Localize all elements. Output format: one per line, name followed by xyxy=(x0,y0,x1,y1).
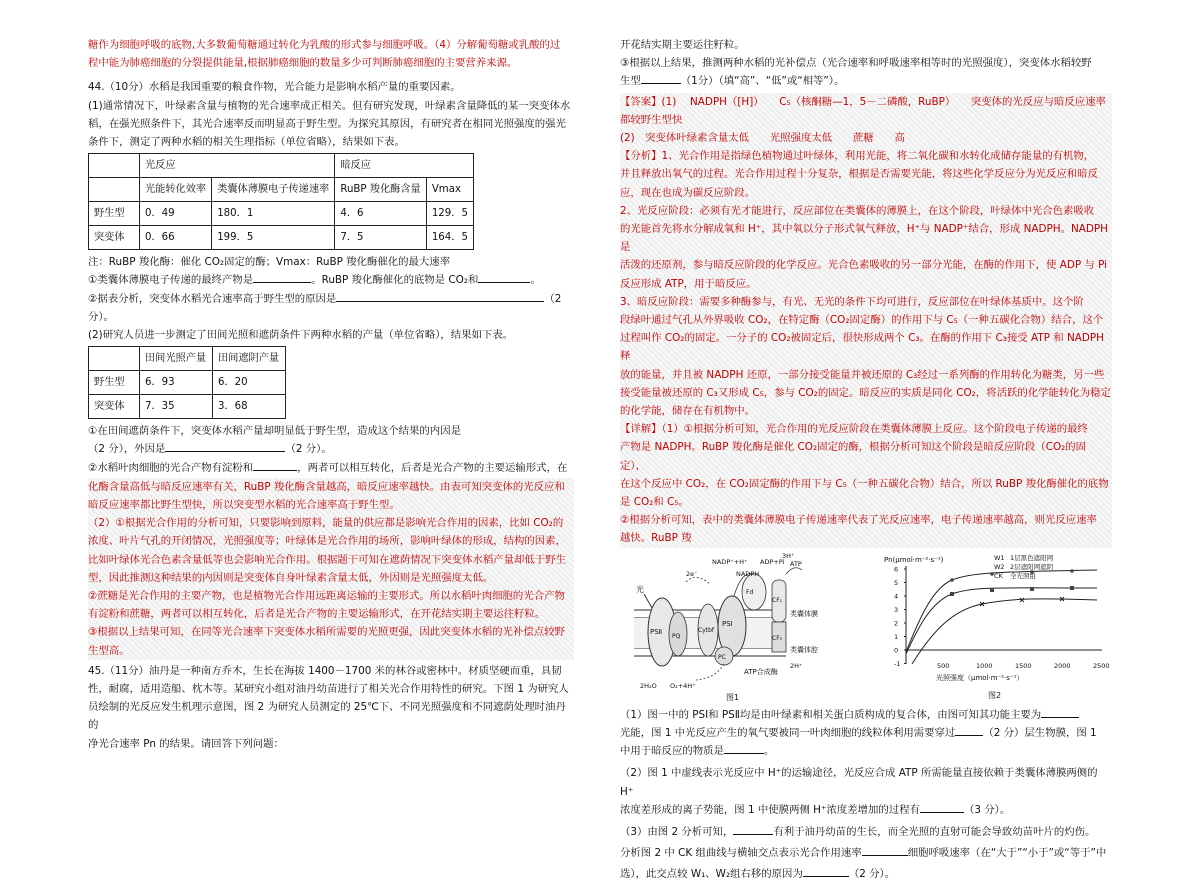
label-fd: Fd xyxy=(746,588,754,596)
table-cell: 7．35 xyxy=(140,395,213,419)
table-corner xyxy=(89,154,140,178)
label-oxygen: O₂+4H⁺ xyxy=(670,681,696,690)
right-column xyxy=(620,36,1112,884)
answer-blank[interactable] xyxy=(165,440,285,452)
answer-blank[interactable] xyxy=(336,290,544,302)
x-tick-label: 500 xyxy=(937,661,950,670)
q44-1-2: ②据表分析，突变体水稻光合速率高于野生型的原因是 （2 xyxy=(88,290,574,308)
answer-blank[interactable] xyxy=(920,801,964,813)
y-tick-label: 5 xyxy=(894,578,899,587)
q44-2-1-blanks: （2 分），外因是 （2 分）。 xyxy=(88,440,574,458)
q44-2-1: ①在田间遮荫条件下，突变体水稻产量却明显低于野生型，造成这个结果的内因是 xyxy=(88,425,461,438)
x-unit: 光照强度（μmol·m⁻²·s⁻¹） xyxy=(936,673,1024,682)
table-cell: 0．49 xyxy=(140,202,212,226)
table-row xyxy=(89,202,474,226)
q44-2-2: ②水稻叶肉细胞的光合产物有淀粉和 ，两者可以相互转化，后者是光合产物的主要运输形式，在 xyxy=(88,459,574,477)
x-tick-label: 1500 xyxy=(1015,661,1032,670)
table-cell: 7．5 xyxy=(335,226,426,250)
left-column xyxy=(88,36,574,753)
legend-w2: 2层遮阳网遮阴 xyxy=(1010,562,1054,571)
yield-table xyxy=(88,346,286,419)
q45-intro-1: 性，耐腐，适用造船、枕木等。某研究小组对油丹幼苗进行了相关光合作用特性的研究。下图 1 为研究人 xyxy=(88,683,569,696)
y-tick-label: 2 xyxy=(894,619,899,628)
label-adp: ADP+Pi xyxy=(760,557,785,566)
q45-3b: 分析图 2 中 CK 组曲线与横轴交点表示光合作用速率 细胞呼吸速率（在“大于”“小于”或“等于”中 xyxy=(620,844,1112,862)
table-row xyxy=(89,226,474,250)
label-ps1: PSⅠ xyxy=(722,619,733,628)
x-tick-label: 1000 xyxy=(976,661,993,670)
answer-blank[interactable] xyxy=(733,823,773,835)
q45-3c: 选），此交点较 W₁、W₂组右移的原因为 （2 分）。 xyxy=(620,865,1112,883)
table-cell: 3．68 xyxy=(213,395,286,419)
legend-ck-key: CK xyxy=(994,571,1003,580)
x-tick-label: 2500 xyxy=(1093,661,1110,670)
q44-1-1: ①类囊体薄膜电子传递的最终产物是 。RuBP 羧化酶催化的底物是 CO₂和 。 xyxy=(88,271,574,289)
legend-w1: 1层黑色遮阳网 xyxy=(1010,553,1054,562)
q45-title: 45.（11分）油丹是一种南方乔木，生长在海拔 1400－1700 米的林谷或密林中。材质坚硬而重，具韧 xyxy=(88,664,562,677)
label-ps2: PSⅡ xyxy=(650,627,663,636)
answer-blank[interactable] xyxy=(478,271,530,283)
row-label: 突变体 xyxy=(89,395,140,419)
y-tick-label: 3 xyxy=(894,605,899,614)
table-cell: 199．5 xyxy=(212,226,335,250)
label-atp: ATP xyxy=(790,559,802,568)
table-row xyxy=(89,371,286,395)
y-tick-label: 1 xyxy=(894,632,899,641)
physiology-table xyxy=(88,153,474,250)
q45-1c: 中用于暗反应的物质是 。 xyxy=(620,742,1112,760)
q44-intro-2: 稻，在强光照条件下，其光合速率反而明显高于野生型。为探究其原因，有研究者在相同光照强度的强光 xyxy=(88,117,566,130)
label-2h: 2H⁺ xyxy=(790,661,803,670)
group-light-reaction: 光反应 xyxy=(140,154,335,178)
answer-blank[interactable] xyxy=(253,459,297,471)
label-water: 2H₂O xyxy=(640,681,657,690)
label-cytbf: Cytbf xyxy=(698,626,715,634)
q45-intro-2: 员绘制的光反应发生机理示意图，图 2 为研究人员测定的 25℃下、不同光照强度和不同遮荫处理时油丹的 xyxy=(88,701,566,732)
answer-blank[interactable] xyxy=(1041,706,1079,718)
label-pq: PQ xyxy=(672,632,681,640)
top-answer-line-1: 糖作为细胞呼吸的底物,大多数葡萄糖通过转化为乳酸的形式参与细胞呼吸。（4）分解葡萄糖或乳酸的过 xyxy=(88,39,561,51)
q45-1a: （1）图一中的 PSⅠ和 PSⅡ均是由叶绿素和相关蛋白质构成的复合体，由图可知其功能主要为 xyxy=(620,706,1112,724)
light-reaction-diagram xyxy=(626,552,858,702)
answer-blank[interactable] xyxy=(641,72,681,84)
y-tick-label: 4 xyxy=(894,592,899,601)
legend-w1-key: W1 xyxy=(994,553,1005,562)
table-note: 注：RuBP 羧化酶：催化 CO₂固定的酶；Vmax：RuBP 羧化酶催化的最大速率 xyxy=(88,256,451,269)
q45-2b: 浓度差形成的离子势能，图 1 中使膜两侧 H⁺浓度差增加的过程有 （3 分）。 xyxy=(620,801,1112,819)
col-header: 田间遮阴产量 xyxy=(213,347,286,371)
label-3h: 3H⁺ xyxy=(782,551,795,560)
y-unit: Pn(μmol·m⁻²·s⁻¹) xyxy=(884,555,944,564)
col-header: 田间光照产量 xyxy=(140,347,213,371)
q45-intro-3: 净光合速率 Pn 的结果。请回答下列问题： xyxy=(88,737,284,750)
y-tick-label: -1 xyxy=(894,659,901,668)
label-nadp: NADP⁺+H⁺ xyxy=(712,557,748,566)
label-atp-synthase: ATP合成酶 xyxy=(744,667,778,676)
legend-ck: 全光照组 xyxy=(1010,571,1036,580)
q44-title: 44.（10分）水稻是我国重要的粮食作物，光合能力是影响水稻产量的重要因素。 xyxy=(88,81,461,94)
answer-blank[interactable] xyxy=(724,742,764,754)
label-nadph: NADPH xyxy=(736,569,760,578)
table-cell: 0．66 xyxy=(140,226,212,250)
table-cell: 6．93 xyxy=(140,371,213,395)
label-2e: 2e⁻ xyxy=(686,569,698,578)
q44-2-intro: (2)研究人员进一步测定了田间光照和遮荫条件下两种水稻的产量（单位省略），结果如下表。 xyxy=(88,329,514,342)
fig1-caption: 图1 xyxy=(726,692,740,702)
x-tick-label: 2000 xyxy=(1054,661,1071,670)
answer-blank[interactable] xyxy=(862,844,908,856)
y-tick-label: 6 xyxy=(894,565,899,574)
label-lumen: 类囊体腔 xyxy=(790,645,818,654)
q45-1b: 光能，图 1 中光反应产生的氧气要被同一叶肉细胞的线粒体利用需要穿过 （2 分）层生物膜，图 1 xyxy=(620,724,1112,742)
col-header: Vmax xyxy=(426,178,473,202)
label-membrane: 类囊体膜 xyxy=(790,609,818,618)
table-cell: 6．20 xyxy=(213,371,286,395)
table-cell: 4．6 xyxy=(335,202,426,226)
table-row xyxy=(89,395,286,419)
q44-1-2-score: 分）。 xyxy=(88,310,114,323)
answer-blank[interactable] xyxy=(253,271,311,283)
q45-3a: （3）由图 2 分析可知， 有利于油丹幼苗的生长，而全光照的直射可能会导致幼苗叶片的灼伤。 xyxy=(620,823,1112,841)
row-label: 野生型 xyxy=(89,202,140,226)
q44-intro-3: 条件下，测定了两种水稻的相关生理指标（单位省略），结果如下表。 xyxy=(88,136,405,149)
row-label: 野生型 xyxy=(89,371,140,395)
table-cell: 129．5 xyxy=(426,202,473,226)
row-label: 突变体 xyxy=(89,226,140,250)
label-pc: PC xyxy=(718,653,726,661)
figures-area xyxy=(620,552,1112,704)
top-line: 开花结实期主要运往籽粒。 xyxy=(620,39,745,51)
table-cell: 180．1 xyxy=(212,202,335,226)
label-light: 光 xyxy=(636,584,644,594)
fig2-caption: 图2 xyxy=(988,690,1002,700)
col-header: RuBP 羧化酶含量 xyxy=(335,178,426,202)
answer-blank[interactable] xyxy=(803,865,849,877)
q44-3-blank: 生型 （1分）（填“高”、“低”或“相等”）。 xyxy=(620,72,1112,90)
top-answer-line-2: 程中能为肺癌细胞的分裂提供能量,根据肺癌细胞的数量多少可判断肺癌细胞的主要营养来源。 xyxy=(88,57,518,70)
answer-analysis-block: 【答案】(1) NADPH（[H]） C₅（核酮糖—1，5－二磷酸，RuBP） 突变体的光反应与暗反应速率 都较野生型快 (2) 突变体叶绿素含量太低 光照强度太低 蔗糖 高 【分析】1、光合作用是指绿色植物通过叶绿体，利用光能，将二氧化碳和水转化成储存能量的有机物， 并且释放出氧气的过程。光合作用过程十分复杂，根据是否需要光能，将这些化学反应分为光反应和暗反 应，现在也成为碳反应阶段。 2、光反应阶段：必须有光才能进行，反应部位在类囊体的薄膜上，在这个阶段，叶绿体中光合色素吸收 的光能首先将水分解成氧和 H⁺，其中氧以分子形式氧气释放，H⁺与 NADP⁺结合，形成 NADPH。NADPH 是 活泼的还原剂，参与暗反应阶段的化学反应。光合色素吸收的另一部分光能，在酶的作用下，使 ADP 与 Pi 反应形成 ATP，用于暗反应。 3、暗反应阶段：需要多种酶参与，有光、无光的条件下均可进行，反应部位在叶绿体基质中。这个阶 段绿叶通过气孔从外界吸收 CO₂，在特定酶（CO₂固定酶）的作用下与 C₅（一种五碳化合物）结合，这个 过程叫作 CO₂的固定。一分子的 CO₂被固定后，很快形成两个 C₃。在酶的作用下 C₃接受 ATP 和 NADPH 释 放的能量，并且被 NADPH 还原，一部分接受能量并被还原的 C₃经过一系列酶的作用转化为糖类，另一些 接受能量被还原的 C₃又形成 C₅，参与 CO₂的固定。暗反应的实质是同化 CO₂，将活跃的化学能转化为稳定 的化学能，储存在有机物中。 【详解】（1）①根据分析可知，光合作用的光反应阶段在类囊体薄膜上反应。这个阶段电子传递的最终 产物是 NADPH。RuBP 羧化酶是催化 CO₂固定的酶，根据分析可知这个阶段是暗反应阶段（CO₂的固定）， 在这个反应中 CO₂，在 CO₂固定酶的作用下与 C₅（一种五碳化合物）结合，所以 RuBP 羧化酶催化的底物 是 CO₂和 C₅。 ②根据分析可知，表中的类囊体薄膜电子传递速率代表了光反应速率，电子传递速率越高，则光反应速率 越快。RuBP 羧 xyxy=(620,93,1112,548)
y-tick-label: 0 xyxy=(894,646,899,655)
label-cf1: CF₁ xyxy=(772,596,783,604)
answer-block: 化酶含量高低与暗反应速率有关，RuBP 羧化酶含量越高，暗反应速率越快。由表可知突变体的光反应和 暗反应速率都比野生型快，所以突变型水稻的光合速率高于野生型。 （2）①根据光合作用的分析可知，只要影响到原料，能量的供应都是影响光合作用的因素，比如 CO₂的 浓度、叶片气孔的开闭情况，光照强度等；叶绿体是光合作用的场所，影响叶绿体的形成，结构的因素， 比如叶绿体光合色素含量低等也会影响光合作用。根据题干可知在遮荫情况下突变体水稻产量却低于野生 型，因此推测这种结果的内因则是突变体自身叶绿素含量太低，外因则是光照强度太低。 ②蔗糖是光合作用的主要产物，也是植物光合作用远距离运输的主要形式。所以水稻叶肉细胞的光合产物 有淀粉和蔗糖，两者可以相互转化，后者是光合产物的主要运输形式，在开花结实期主要运往籽粒。 ③根据以上结果可知，在同等光合速率下突变体水稻所需要的光照更强，因此突变体水稻的光补偿点较野 生型高。 xyxy=(88,478,574,660)
col-header: 类囊体薄膜电子传递速率 xyxy=(212,178,335,202)
table-cell: 164．5 xyxy=(426,226,473,250)
answer-blank[interactable] xyxy=(955,724,983,736)
q45-2a: （2）图 1 中虚线表示光反应中 H⁺的运输途径，光反应合成 ATP 所需能量直接依赖于类囊体薄膜两侧的 H⁺ xyxy=(620,767,1098,798)
legend-w2-key: W2 xyxy=(994,562,1005,571)
q44-intro-1: (1)通常情况下，叶绿素含量与植物的光合速率成正相关。但有研究发现，叶绿素含量降低的某一突变体水 xyxy=(88,99,571,112)
pn-light-chart xyxy=(882,552,1112,702)
label-cf0: CF₀ xyxy=(772,634,783,642)
group-dark-reaction: 暗反应 xyxy=(335,154,474,178)
q44-3: ③根据以上结果，推测两种水稻的光补偿点（光合速率和呼吸速率相等时的光照强度），突变体水稻较野 xyxy=(620,57,1092,70)
col-header: 光能转化效率 xyxy=(140,178,212,202)
